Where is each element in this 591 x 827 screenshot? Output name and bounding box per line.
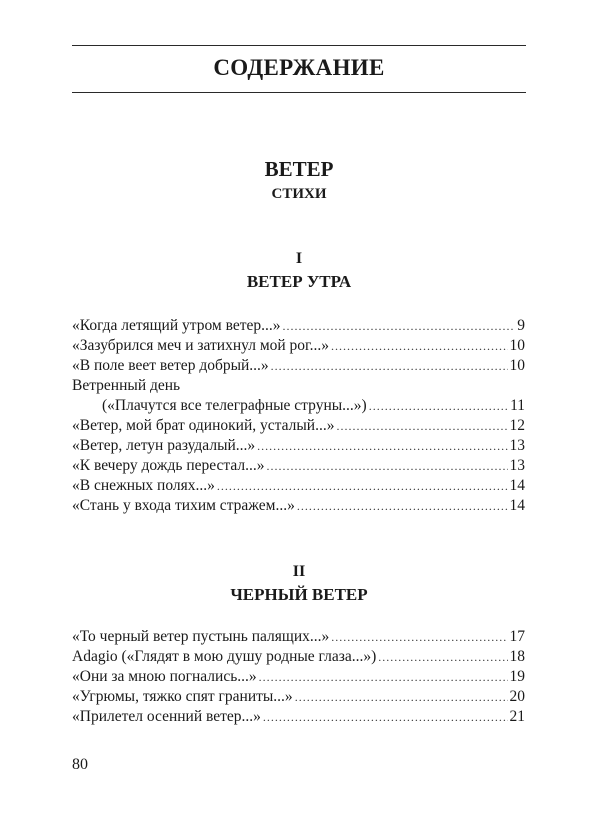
top-rule [72, 45, 526, 46]
dot-leader [369, 396, 508, 416]
toc-entry[interactable] [72, 496, 525, 516]
dot-leader [336, 416, 507, 436]
toc-entry-title: «Прилетел осенний ветер...» [72, 708, 261, 725]
toc-entry[interactable] [72, 316, 525, 336]
toc-entry-heading [72, 376, 525, 396]
book-subtitle: СТИХИ [271, 186, 327, 202]
toc-entry-page: 19 [509, 668, 525, 685]
toc-entry[interactable] [72, 627, 525, 647]
toc-entry-page: 11 [510, 397, 525, 414]
toc-entry[interactable] [72, 416, 525, 436]
toc-entry-page: 20 [509, 688, 525, 705]
toc-entry-title: «В снежных полях...» [72, 477, 215, 494]
dot-leader [297, 496, 508, 516]
bottom-rule [72, 92, 526, 93]
toc-entry-title: «Зазубрился меч и затихнул мой рог...» [72, 337, 330, 354]
toc-entry-title: («Плачутся все телеграфные струны...») [102, 397, 367, 414]
dot-leader [283, 316, 516, 336]
toc-entry-page: 9 [517, 317, 525, 334]
toc-entry-page: 17 [509, 628, 525, 645]
toc-entry-title: «Ветер, мой брат одинокий, усталый...» [72, 417, 335, 434]
toc-entry-title: «Угрюмы, тяжко спят граниты...» [72, 688, 293, 705]
toc-entry[interactable] [72, 356, 525, 376]
page-title: СОДЕРЖАНИЕ [213, 55, 385, 80]
dot-leader [257, 436, 507, 456]
toc-entry-title: Ветренный день [72, 377, 181, 394]
toc-entry[interactable] [72, 396, 525, 416]
dot-leader [271, 356, 508, 376]
toc-entry-title: «Стань у входа тихим стражем...» [72, 497, 295, 514]
toc-entry-title: Adagio («Глядят в мою душу родные глаза...») [72, 648, 377, 665]
dot-leader [263, 707, 508, 727]
part-1-toc [72, 316, 525, 516]
toc-entry[interactable] [72, 707, 525, 727]
dot-leader [217, 476, 508, 496]
toc-entry-title: «К вечеру дождь перестал...» [72, 457, 265, 474]
dot-leader [266, 456, 507, 476]
dot-leader [331, 336, 507, 356]
toc-entry-page: 14 [509, 497, 525, 514]
toc-entry-title: «Когда летящий утром ветер...» [72, 317, 281, 334]
toc-entry-title: «Ветер, летун разудалый...» [72, 437, 256, 454]
toc-entry[interactable] [72, 476, 525, 496]
toc-entry[interactable] [72, 436, 525, 456]
dot-leader [378, 647, 507, 667]
part-2-numeral: II [292, 563, 306, 580]
toc-entry[interactable] [72, 336, 525, 356]
toc-entry-page: 10 [509, 337, 525, 354]
toc-entry[interactable] [72, 456, 525, 476]
toc-entry-title: «То черный ветер пустынь палящих...» [72, 628, 330, 645]
toc-entry-page: 12 [509, 417, 525, 434]
page-number: 80 [72, 756, 88, 773]
toc-entry-page: 18 [509, 648, 525, 665]
toc-entry-title: «Они за мною погнались...» [72, 668, 257, 685]
part-1-numeral: I [295, 250, 303, 267]
part-2-title: ЧЕРНЫЙ ВЕТЕР [230, 585, 368, 604]
dot-leader [259, 667, 508, 687]
toc-entry[interactable] [72, 687, 525, 707]
dot-leader [295, 687, 508, 707]
book-title: ВЕТЕР [264, 157, 334, 181]
dot-leader [331, 627, 507, 647]
toc-entry-title: «В поле веет ветер добрый...» [72, 357, 269, 374]
toc-entry[interactable] [72, 667, 525, 687]
toc-entry-page: 14 [509, 477, 525, 494]
toc-entry[interactable] [72, 647, 525, 667]
toc-entry-page: 13 [509, 457, 525, 474]
toc-entry-page: 21 [509, 708, 525, 725]
toc-entry-page: 13 [509, 437, 525, 454]
toc-entry-page: 10 [509, 357, 525, 374]
part-2-toc [72, 627, 525, 727]
part-1-title: ВЕТЕР УТРА [246, 272, 352, 291]
